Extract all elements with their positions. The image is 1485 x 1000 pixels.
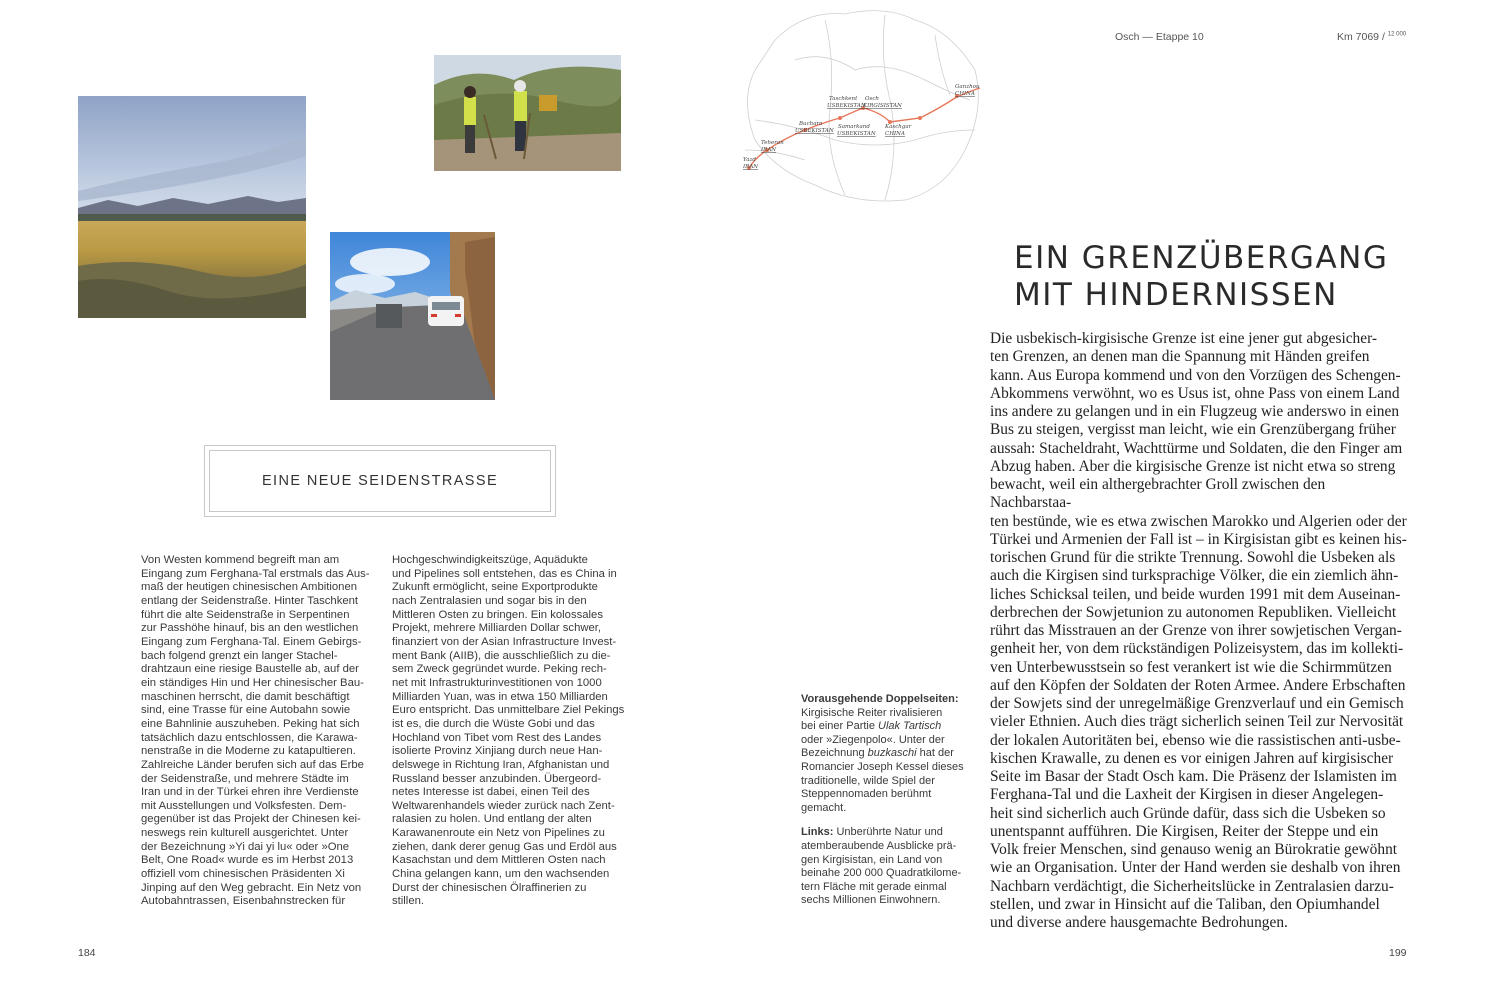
section-title-box: [204, 445, 556, 517]
map-city-teheran: Teheran: [761, 140, 784, 146]
map-city-ganzhou: Ganzhou: [955, 84, 980, 90]
map-country-samarkand: USBEKISTAN: [837, 131, 876, 137]
caption-italic-1: Ulak Tartisch: [878, 720, 942, 733]
map-country-osch: KIRGISISTAN: [863, 103, 902, 109]
caption-italic-2: buzkaschi: [867, 747, 917, 760]
section-title: EINE NEUE SEIDENSTRASSE: [261, 473, 499, 489]
caption-text-1b: oder »Ziegenpolo«. Unter der Bezeichnung: [801, 733, 945, 760]
steppe-photo: [78, 96, 306, 318]
km-value: Km 7069 /: [1337, 31, 1385, 43]
caption-previous-spreads: [801, 693, 976, 815]
photo-caption: [801, 693, 976, 919]
route-map: [735, 0, 985, 210]
caption-text-2: Unberührte Natur und atemberaubende Ausblicke prä- gen Kirgisistan, ein Land von beinahe 200 000 Quadratkilome- tern Fläche mit gerade einmal sechs Millionen Einwohnern.: [801, 826, 962, 907]
left-column-1: Von Westen kommend begreift man am Eingang zum Ferghana-Tal erstmals das Aus- maß der heutigen chinesischen Ambitionen entlang der Seidenstraße. Hinter Taschkent führt die alte Seidenstraße in Serpentinen zur Passhöhe hinauf, bis an den westlichen Eingang zum Ferghana-Tal. Einem Gebirgs- bach folgend grenzt ein langer Stachel- drahtzaun eine riesige Baustelle ab, auf der ein ständiges Hin und Her chinesischer Bau- maschinen herrscht, die damit beschäftigt sind, eine Trasse für eine Autobahn sowie eine Bahnlinie auszuheben. Peking hat sich tatsächlich dazu entschlossen, die Karawa- nenstraße in die Moderne zu katapultieren. Zahlreiche Länder berufen sich auf das Erbe der Seidenstraße, und mehrere Städte im Iran und in der Türkei ehren ihre Verdienste mit Ausstellungen und Volksfesten. Dem- gegenüber ist das Projekt der Chinesen kei- neswegs rein kulturell ausgerichtet. Unter der Bezeichnung »Yi dai yi lu« oder »One Belt, One Road« wurde es im Herbst 2013 offiziell vom chinesischen Präsidenten Xi Jinping auf den Weg gebracht. Ein Netz von Autobahntrassen, Eisenbahnstrecken für: [141, 554, 370, 908]
caption-text-1c: hat der Romancier Joseph Kessel dieses traditionelle, wilde Spiel der Steppennomaden berühmt gemacht.: [801, 747, 964, 814]
workers-photo: [434, 55, 621, 171]
caption-left: [801, 826, 976, 908]
km-total: 12 000: [1387, 31, 1407, 38]
article-body: Die usbekisch-kirgisische Grenze ist eine jener gut abgesicher- ten Grenzen, an denen man die Spannung mit Händen greifen kann. Aus Europa kommend und von den Vorzügen des Schengen- Abkommens verwöhnt, wo es Usus ist, ohne Pass von einem Land ins andere zu gelangen und in ein Flugzeug wie anderswo in einen Bus zu steigen, vergisst man leicht, wie ein Grenzübergang früher aussah: Stacheldraht, Wachttürme und Soldaten, die den Finger am Abzug haben. Aber die kirgisische Grenze ist nicht etwa so streng bewacht, weil ein althergebrachter Groll zwischen den Nachbarstaa- ten bestünde, wie es etwa zwischen Marokko und Algerien oder der Türkei und Armenien der Fall ist – in Kirgisistan gibt es keinen his- torischen Grund für die strikte Trennung. Sowohl die Usbeken als auch die Kirgisen sind turksprachige Völker, die ein ziemlich ähn- liches Schicksal teilen, und beide wurden 1991 mit dem Auseinan- derbrechen der Sowjetunion zu autonomen Republiken. Vielleicht rührt das Misstrauen an der Grenze von ihrer sowjetischen Vergan- genheit her, von dem rückständigen Polizeisystem, das im kollekti- ven Unterbewusstsein so fest verankert ist wie die Schirmmützen auf den Köpfen der Soldaten der Roten Armee. Andere Erbschaften der Sowjets sind der unregelmäßige Grenzverlauf und ein Gemisch vieler Ethnien. Auch dies trägt sicherlich seinen Teil zur Nervosität der lokalen Autoritäten bei, ebenso wie die rassistischen anti-usbe- kischen Krawalle, zu denen es vor einigen Jahren auf kirgisischer Seite im Basar der Stadt Osch kam. Die Präsenz der Islamisten im Ferghana-Tal und die Laxheit der Kirgisen in dieser Angelegen- heit sind sicherlich auch Gründe dafür, dass sich die Usbeken so unentspannt aufführen. Die Kirgisen, Reiter der Steppe und ein Volk freier Menschen, sind genauso wenig an Bürokratie gewöhnt wie an Organisation. Unter der Hand werden sie deshalb von ihren Nachbarn verdächtigt, die Sicherheitslücke in Zentralasien darzu- stellen, und zwar in Hinsicht auf die Taliban, den Opiumhandel und diverse andere hausgemachte Bedrohungen.: [990, 330, 1407, 931]
road-photo: [330, 232, 495, 400]
map-country-ganzhou: CHINA: [955, 91, 975, 97]
running-head-km: [1337, 31, 1406, 43]
map-country-buchara: USBEKISTAN: [795, 128, 834, 134]
section-title-inner: [209, 450, 551, 512]
map-city-samarkand: Samarkand: [838, 124, 870, 130]
left-column-2: Hochgeschwindigkeitszüge, Aquädukte und Pipelines soll entstehen, das es China in Zukunft ermöglicht, seine Exportprodukte nach Zentralasien und sogar bis in den Mittleren Osten zu bringen. Ein kolossales Projekt, mehrere Milliarden Dollar schwer, finanziert von der Asian Infrastructure Invest- ment Bank (AIIB), die ausschließlich zu die- sem Zweck gegründet wurde. Peking rech- net mit Infrastrukturinvestitionen von 1000 Milliarden Yuan, was in etwa 150 Milliarden Euro entspricht. Das unmittelbare Ziel Pekings ist es, die durch die Wüste Gobi und das Hochland von Tibet vom Rest des Landes isolierte Provinz Xinjiang durch neue Han- delswege in Richtung Iran, Afghanistan und Russland besser anzubinden. Übergeord- netes Interesse ist dabei, einen Teil des Weltwarenhandels wieder zurück nach Zent- ralasien zu holen. Und entlang der alten Karawanenroute ein Netz von Pipelines zu ziehen, dank derer genug Gas und Erdöl aus Kasachstan und dem Mittleren Osten nach China gelangen kann, um den wachsenden Durst der chinesischen Ölraffinerien zu stillen.: [392, 554, 625, 908]
map-city-yazd: Yazd: [743, 157, 756, 163]
map-country-teheran: IRAN: [761, 147, 777, 153]
map-country-yazd: IRAN: [743, 164, 759, 170]
page-number-right: 199: [1389, 947, 1407, 959]
map-city-kaschgar: Kaschgar: [885, 124, 912, 130]
map-city-osch: Osch: [865, 96, 879, 102]
page-number-left: 184: [78, 947, 96, 959]
article-headline: EIN GRENZÜBERGANG MIT HINDERNISSEN: [1014, 240, 1389, 313]
map-country-kaschgar: CHINA: [885, 131, 905, 137]
caption-lead-1: Vorausgehende Doppelseiten:: [801, 693, 959, 705]
map-country-taschkent: USBEKISTAN: [827, 103, 866, 109]
caption-text-1a: Kirgisische Reiter rivalisieren bei einer Partie: [801, 706, 943, 733]
map-city-buchara: Buchara: [799, 121, 823, 127]
caption-lead-2: Links:: [801, 826, 834, 839]
running-head-stage: Osch — Etappe 10: [1115, 31, 1204, 43]
map-city-taschkent: Taschkent: [829, 96, 858, 102]
